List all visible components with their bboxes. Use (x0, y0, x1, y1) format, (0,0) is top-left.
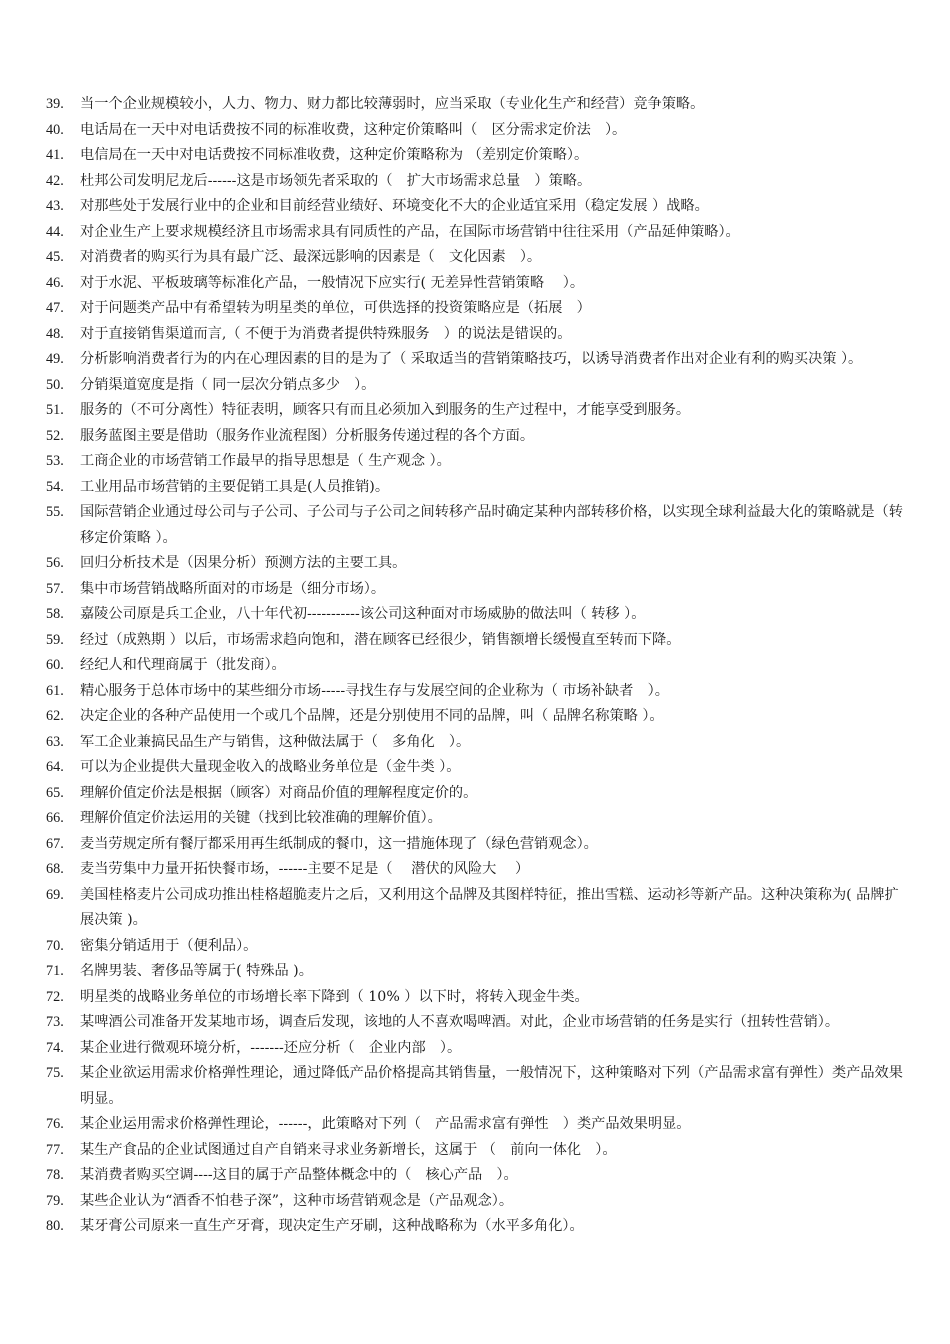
question-text: 某生产食品的企业试图通过自产自销来寻求业务新增长，这属于 （ 前向一体化 ）。 (80, 1141, 617, 1158)
question-item (0, 245, 950, 271)
question-item (0, 1138, 950, 1164)
question-text: 名牌男装、奢侈品等属于( 特殊品 )。 (80, 963, 313, 979)
question-number: 53. (46, 453, 64, 469)
question-item (0, 704, 950, 730)
question-item (0, 271, 950, 297)
question-text: 某些企业认为“酒香不怕巷子深”，这种市场营销观念是（产品观念）。 (80, 1192, 514, 1209)
question-number: 62. (46, 708, 64, 724)
question-number: 64. (46, 759, 64, 775)
question-item (0, 220, 950, 246)
question-text: 军工企业兼搞民品生产与销售，这种做法属于（ 多角化 ）。 (80, 733, 471, 750)
question-item (0, 347, 950, 373)
question-text: 国际营销企业通过母公司与子公司、子公司与子公司之间转移产品时确定某种内部转移价格，以实现全球利益最大化的策略就是（转移定价策略 ）。 (80, 504, 903, 546)
question-number: 54. (46, 478, 64, 495)
question-text: 分销渠道宽度是指（ 同一层次分销点多少 ）。 (80, 376, 376, 393)
question-text: 嘉陵公司原是兵工企业，八十年代初-----------该公司这种面对市场威胁的做法叫（ 转移 ）。 (80, 606, 646, 622)
question-text: 回归分析技术是（因果分析）预测方法的主要工具。 (80, 555, 407, 571)
question-number: 73. (46, 1014, 64, 1030)
question-number: 77. (46, 1141, 64, 1158)
question-item (0, 806, 950, 832)
question-text: 经纪人和代理商属于（批发商）。 (80, 657, 286, 673)
question-item (0, 118, 950, 144)
question-number: 60. (46, 657, 64, 673)
question-number: 52. (46, 427, 64, 444)
question-number: 78. (46, 1167, 64, 1183)
question-text: 对企业生产上要求规模经济且市场需求具有同质性的产品，在国际市场营销中往往采用（产品延伸策略）。 (80, 223, 740, 240)
question-number: 65. (46, 784, 64, 801)
question-number: 68. (46, 861, 64, 877)
question-item (0, 551, 950, 577)
question-text: 某企业进行微观环境分析，-------还应分析（ 企业内部 ）。 (80, 1039, 462, 1056)
question-number: 76. (46, 1116, 64, 1132)
question-number: 79. (46, 1192, 64, 1209)
question-text: 可以为企业提供大量现金收入的战略业务单位是（金牛类 ）。 (80, 759, 461, 775)
question-item (0, 985, 950, 1011)
question-number: 55. (46, 504, 64, 520)
question-item (0, 883, 950, 934)
question-text: 当一个企业规模较小，人力、物力、财力都比较薄弱时，应当采取（专业化生产和经营）竞争策略。 (80, 96, 705, 112)
question-number: 56. (46, 555, 64, 571)
question-item (0, 424, 950, 450)
question-number: 51. (46, 402, 64, 418)
question-number: 74. (46, 1039, 64, 1056)
question-item (0, 398, 950, 424)
question-text: 某企业欲运用需求价格弹性理论，通过降低产品价格提高其销售量，一般情况下，这种策略对下列（产品需求富有弹性）类产品效果明显。 (80, 1065, 903, 1107)
question-text: 杜邦公司发明尼龙后------这是市场领先者采取的（ 扩大市场需求总量 ）策略。 (80, 172, 592, 189)
question-item (0, 449, 950, 475)
question-number: 47. (46, 300, 64, 316)
question-item (0, 832, 950, 858)
question-text: 对于直接销售渠道而言,（ 不便于为消费者提供特殊服务 ）的说法是错误的。 (80, 325, 572, 342)
question-text: 精心服务于总体市场中的某些细分市场-----寻找生存与发展空间的企业称为（ 市场补缺者 ）。 (80, 682, 669, 699)
question-number: 44. (46, 223, 64, 240)
question-item (0, 1163, 950, 1189)
question-text: 对那些处于发展行业中的企业和目前经营业绩好、环境变化不大的企业适宜采用（稳定发展 ）战略。 (80, 198, 709, 214)
question-number: 66. (46, 810, 64, 826)
question-number: 42. (46, 172, 64, 189)
question-item (0, 628, 950, 654)
question-number: 40. (46, 121, 64, 138)
question-text: 麦当劳集中力量开拓快餐市场，------主要不足是（ 潜伏的风险大 ） (80, 861, 530, 877)
question-number: 43. (46, 198, 64, 214)
question-text: 对于水泥、平板玻璃等标准化产品，一般情况下应实行( 无差异性营销策略 ）。 (80, 274, 585, 291)
question-text: 理解价值定价法运用的关键（找到比较准确的理解价值）。 (80, 810, 442, 826)
question-number: 46. (46, 274, 64, 291)
question-text: 工业用品市场营销的主要促销工具是(人员推销)。 (80, 478, 390, 495)
question-item (0, 296, 950, 322)
question-item (0, 92, 950, 118)
question-item (0, 1189, 950, 1215)
question-item (0, 1061, 950, 1112)
question-text: 经过（成熟期 ）以后，市场需求趋向饱和，潜在顾客已经很少，销售额增长缓慢直至转而下降。 (80, 631, 681, 648)
question-number: 59. (46, 631, 64, 648)
question-text: 对于问题类产品中有希望转为明星类的单位，可供选择的投资策略应是（拓展 ） (80, 300, 591, 316)
question-text: 集中市场营销战略所面对的市场是（细分市场）。 (80, 580, 386, 597)
question-text: 服务蓝图主要是借助（服务作业流程图）分析服务传递过程的各个方面。 (80, 427, 535, 444)
question-text: 工商企业的市场营销工作最早的指导思想是（ 生产观念 ）。 (80, 453, 451, 469)
question-text: 某企业运用需求价格弹性理论，------，此策略对下列（ 产品需求富有弹性 ）类产品效果明显。 (80, 1116, 691, 1132)
question-item (0, 194, 950, 220)
question-item (0, 1010, 950, 1036)
question-text: 美国桂格麦片公司成功推出桂格超脆麦片之后，又利用这个品牌及其图样特征，推出雪糕、运动衫等新产品。这种决策称为( 品牌扩展决策 )。 (80, 886, 899, 928)
question-text: 决定企业的各种产品使用一个或几个品牌，还是分别使用不同的品牌，叫（ 品牌名称策略 ）。 (80, 708, 664, 724)
question-number: 50. (46, 376, 64, 393)
question-number: 67. (46, 835, 64, 852)
question-item (0, 679, 950, 705)
question-number: 58. (46, 606, 64, 622)
question-text: 明星类的战略业务单位的市场增长率下降到（ 10% ）以下时，将转入现金牛类。 (80, 988, 589, 1005)
question-number: 80. (46, 1218, 64, 1234)
question-text: 服务的（不可分离性）特征表明，顾客只有而且必须加入到服务的生产过程中，才能享受到服务。 (80, 402, 691, 418)
question-text: 电信局在一天中对电话费按不同标准收费，这种定价策略称为 （差别定价策略）。 (80, 147, 589, 163)
question-text: 某啤酒公司准备开发某地市场，调查后发现，该地的人不喜欢喝啤酒。对此，企业市场营销的任务是实行（扭转性营销）。 (80, 1014, 840, 1030)
question-number: 39. (46, 96, 64, 112)
question-item (0, 781, 950, 807)
question-text: 理解价值定价法是根据（顾客）对商品价值的理解程度定价的。 (80, 784, 478, 801)
question-number: 41. (46, 147, 64, 163)
question-text: 电话局在一天中对电话费按不同的标准收费，这种定价策略叫（ 区分需求定价法 ）。 (80, 121, 627, 138)
question-item (0, 373, 950, 399)
question-item (0, 169, 950, 195)
question-number: 69. (46, 886, 64, 903)
question-item (0, 143, 950, 169)
question-number: 75. (46, 1065, 64, 1081)
question-text: 分析影响消费者行为的内在心理因素的目的是为了（ 采取适当的营销策略技巧，以诱导消费者作出对企业有利的购买决策 ）。 (80, 351, 863, 367)
question-text: 麦当劳规定所有餐厅都采用再生纸制成的餐巾，这一措施体现了（绿色营销观念）。 (80, 835, 598, 852)
question-item (0, 730, 950, 756)
question-text: 密集分销适用于（便利品）。 (80, 937, 258, 954)
question-text: 对消费者的购买行为具有最广泛、最深远影响的因素是（ 文化因素 ）。 (80, 249, 542, 265)
question-number: 71. (46, 963, 64, 979)
question-number: 61. (46, 682, 64, 699)
question-item (0, 653, 950, 679)
question-item (0, 1214, 950, 1240)
question-item (0, 959, 950, 985)
question-number: 49. (46, 351, 64, 367)
question-item (0, 857, 950, 883)
question-number: 72. (46, 988, 64, 1005)
question-item (0, 755, 950, 781)
question-number: 48. (46, 325, 64, 342)
question-list (0, 92, 950, 1240)
question-item (0, 1036, 950, 1062)
question-item (0, 475, 950, 501)
question-number: 70. (46, 937, 64, 954)
question-number: 57. (46, 580, 64, 597)
question-item (0, 322, 950, 348)
question-item (0, 500, 950, 551)
question-text: 某牙膏公司原来一直生产牙膏，现决定生产牙刷，这种战略称为（水平多角化）。 (80, 1218, 584, 1234)
question-item (0, 1112, 950, 1138)
question-number: 63. (46, 733, 64, 750)
question-number: 45. (46, 249, 64, 265)
question-item (0, 602, 950, 628)
question-item (0, 577, 950, 603)
question-text: 某消费者购买空调----这目的属于产品整体概念中的（ 核心产品 ）。 (80, 1167, 518, 1183)
question-item (0, 934, 950, 960)
